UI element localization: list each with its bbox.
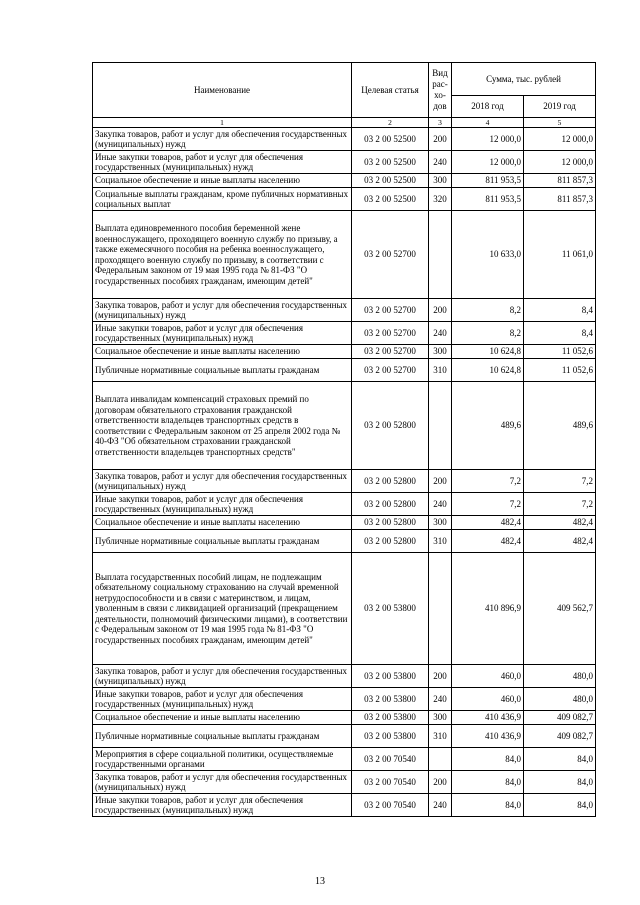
row-vid: 240 [429,794,452,817]
column-numbers-row [93,118,596,128]
row-code: 03 2 00 53800 [352,553,429,665]
table-row [93,345,596,359]
table-row [93,711,596,725]
header-name: Наименование [93,63,352,118]
row-2019: 409 562,7 [524,553,596,665]
row-name: Иные закупки товаров, работ и услуг для обеспечения государственных (муниципальных) нужд [93,151,352,174]
row-2019: 480,0 [524,665,596,688]
row-2018: 10 624,8 [452,345,524,359]
row-2018: 410 436,9 [452,725,524,748]
row-code: 03 2 00 70540 [352,771,429,794]
table-row [93,493,596,516]
table-row [93,771,596,794]
table-row [93,553,596,665]
column-number: 1 [93,118,352,128]
row-2019: 409 082,7 [524,725,596,748]
table-row [93,211,596,299]
table-row [93,299,596,322]
row-2018: 7,2 [452,493,524,516]
row-2018: 460,0 [452,665,524,688]
table-row [93,128,596,151]
row-vid: 240 [429,493,452,516]
row-2019: 84,0 [524,748,596,771]
header-target: Целевая статья [352,63,429,118]
row-2019: 7,2 [524,470,596,493]
row-vid: 320 [429,188,452,211]
row-name: Публичные нормативные социальные выплаты гражданам [93,530,352,553]
row-vid: 300 [429,711,452,725]
row-2018: 410 436,9 [452,711,524,725]
row-2018: 8,2 [452,299,524,322]
row-code: 03 2 00 70540 [352,794,429,817]
row-2019: 7,2 [524,493,596,516]
header-sum: Сумма, тыс. рублей [452,63,596,96]
row-vid [429,211,452,299]
row-vid: 300 [429,174,452,188]
row-2019: 482,4 [524,516,596,530]
row-2018: 84,0 [452,748,524,771]
row-code: 03 2 00 52700 [352,322,429,345]
row-2018: 811 953,5 [452,174,524,188]
table-row [93,665,596,688]
row-2018: 410 896,9 [452,553,524,665]
header-row [93,63,596,96]
row-2018: 84,0 [452,794,524,817]
table-row [93,725,596,748]
row-vid [429,553,452,665]
row-2019: 409 082,7 [524,711,596,725]
row-name: Публичные нормативные социальные выплаты гражданам [93,359,352,382]
row-vid [429,748,452,771]
row-code: 03 2 00 52800 [352,530,429,553]
row-code: 03 2 00 53800 [352,665,429,688]
header-year-2019: 2019 год [524,96,596,118]
table-body [93,128,596,817]
row-2018: 12 000,0 [452,128,524,151]
row-vid: 200 [429,665,452,688]
row-vid [429,382,452,470]
row-name: Социальное обеспечение и иные выплаты населению [93,711,352,725]
row-name: Выплата инвалидам компенсаций страховых премий по договорам обязательного страхования гражданской ответственности владельцев транспортных средств в соответствии с Федеральным законом от 25 апреля 2002 года № 40-ФЗ "Об обязательном страховании гражданской ответственности владельцев транспортных средств" [93,382,352,470]
row-name: Иные закупки товаров, работ и услуг для обеспечения государственных (муниципальных) нужд [93,794,352,817]
row-code: 03 2 00 52500 [352,174,429,188]
row-2018: 10 624,8 [452,359,524,382]
row-2019: 8,4 [524,299,596,322]
row-name: Социальное обеспечение и иные выплаты населению [93,516,352,530]
column-number: 3 [429,118,452,128]
table-row [93,748,596,771]
row-vid: 300 [429,345,452,359]
row-2019: 12 000,0 [524,151,596,174]
row-code: 03 2 00 53800 [352,688,429,711]
column-number: 5 [524,118,596,128]
row-2019: 811 857,3 [524,188,596,211]
row-vid: 310 [429,530,452,553]
row-name: Закупка товаров, работ и услуг для обеспечения государственных (муниципальных) нужд [93,299,352,322]
table-row [93,688,596,711]
row-2018: 10 633,0 [452,211,524,299]
table-row [93,794,596,817]
row-code: 03 2 00 52800 [352,516,429,530]
row-name: Выплата государственных пособий лицам, не подлежащим обязательному социальному страхованию на случай временной нетрудоспособности и в связи с материнством, и лицам, уволенным в связи с ликвидацией организаций (прекращением деятельности, полномочий физическими лицами), в соответствии с Федеральным законом от 19 мая 1995 года № 81-ФЗ "О государственных пособиях гражданам, имеющим детей" [93,553,352,665]
row-code: 03 2 00 52700 [352,211,429,299]
header-vid: Вид рас- хо- дов [429,63,452,118]
row-2018: 12 000,0 [452,151,524,174]
row-2018: 7,2 [452,470,524,493]
header-year-2018: 2018 год [452,96,524,118]
row-2019: 482,4 [524,530,596,553]
column-number: 4 [452,118,524,128]
row-code: 03 2 00 52700 [352,345,429,359]
row-name: Иные закупки товаров, работ и услуг для обеспечения государственных (муниципальных) нужд [93,493,352,516]
row-2019: 84,0 [524,771,596,794]
table-row [93,174,596,188]
row-code: 03 2 00 52700 [352,299,429,322]
row-name: Иные закупки товаров, работ и услуг для обеспечения государственных (муниципальных) нужд [93,322,352,345]
row-2018: 84,0 [452,771,524,794]
row-vid: 310 [429,359,452,382]
row-2018: 8,2 [452,322,524,345]
row-2018: 482,4 [452,516,524,530]
column-number: 2 [352,118,429,128]
row-name: Иные закупки товаров, работ и услуг для обеспечения государственных (муниципальных) нужд [93,688,352,711]
row-2019: 11 061,0 [524,211,596,299]
page-number: 13 [315,876,325,887]
row-code: 03 2 00 52800 [352,470,429,493]
row-name: Закупка товаров, работ и услуг для обеспечения государственных (муниципальных) нужд [93,665,352,688]
row-vid: 240 [429,151,452,174]
row-2018: 460,0 [452,688,524,711]
row-vid: 200 [429,771,452,794]
row-2019: 11 052,6 [524,345,596,359]
row-code: 03 2 00 52700 [352,359,429,382]
row-2019: 480,0 [524,688,596,711]
row-vid: 240 [429,322,452,345]
row-vid: 300 [429,516,452,530]
row-code: 03 2 00 53800 [352,711,429,725]
row-2019: 84,0 [524,794,596,817]
table-row [93,470,596,493]
row-vid: 200 [429,299,452,322]
row-2019: 811 857,3 [524,174,596,188]
row-code: 03 2 00 52800 [352,382,429,470]
row-2018: 811 953,5 [452,188,524,211]
row-name: Закупка товаров, работ и услуг для обеспечения государственных (муниципальных) нужд [93,128,352,151]
table-row [93,359,596,382]
row-2019: 11 052,6 [524,359,596,382]
row-code: 03 2 00 53800 [352,725,429,748]
table-row [93,382,596,470]
row-name: Социальное обеспечение и иные выплаты населению [93,345,352,359]
row-2018: 482,4 [452,530,524,553]
table-row [93,530,596,553]
table-row [93,516,596,530]
row-2018: 489,6 [452,382,524,470]
row-2019: 8,4 [524,322,596,345]
row-2019: 12 000,0 [524,128,596,151]
row-vid: 200 [429,128,452,151]
row-name: Публичные нормативные социальные выплаты гражданам [93,725,352,748]
row-vid: 240 [429,688,452,711]
row-name: Социальные выплаты гражданам, кроме публичных нормативных социальных выплат [93,188,352,211]
budget-table [92,62,596,817]
table-row [93,151,596,174]
row-2019: 489,6 [524,382,596,470]
row-code: 03 2 00 52800 [352,493,429,516]
row-code: 03 2 00 52500 [352,188,429,211]
table-row [93,188,596,211]
table-row [93,322,596,345]
row-name: Закупка товаров, работ и услуг для обеспечения государственных (муниципальных) нужд [93,771,352,794]
row-name: Закупка товаров, работ и услуг для обеспечения государственных (муниципальных) нужд [93,470,352,493]
row-name: Выплата единовременного пособия беременной жене военнослужащего, проходящего военную службу по призыву, а также ежемесячного пособия на ребенка военнослужащего, проходящего военную службу по призыву, в соответствии с Федеральным законом от 19 мая 1995 года № 81-ФЗ "О государственных пособиях гражданам, имеющим детей" [93,211,352,299]
row-vid: 310 [429,725,452,748]
row-vid: 200 [429,470,452,493]
row-code: 03 2 00 70540 [352,748,429,771]
row-code: 03 2 00 52500 [352,151,429,174]
row-code: 03 2 00 52500 [352,128,429,151]
row-name: Социальное обеспечение и иные выплаты населению [93,174,352,188]
row-name: Мероприятия в сфере социальной политики, осуществляемые государственными органами [93,748,352,771]
